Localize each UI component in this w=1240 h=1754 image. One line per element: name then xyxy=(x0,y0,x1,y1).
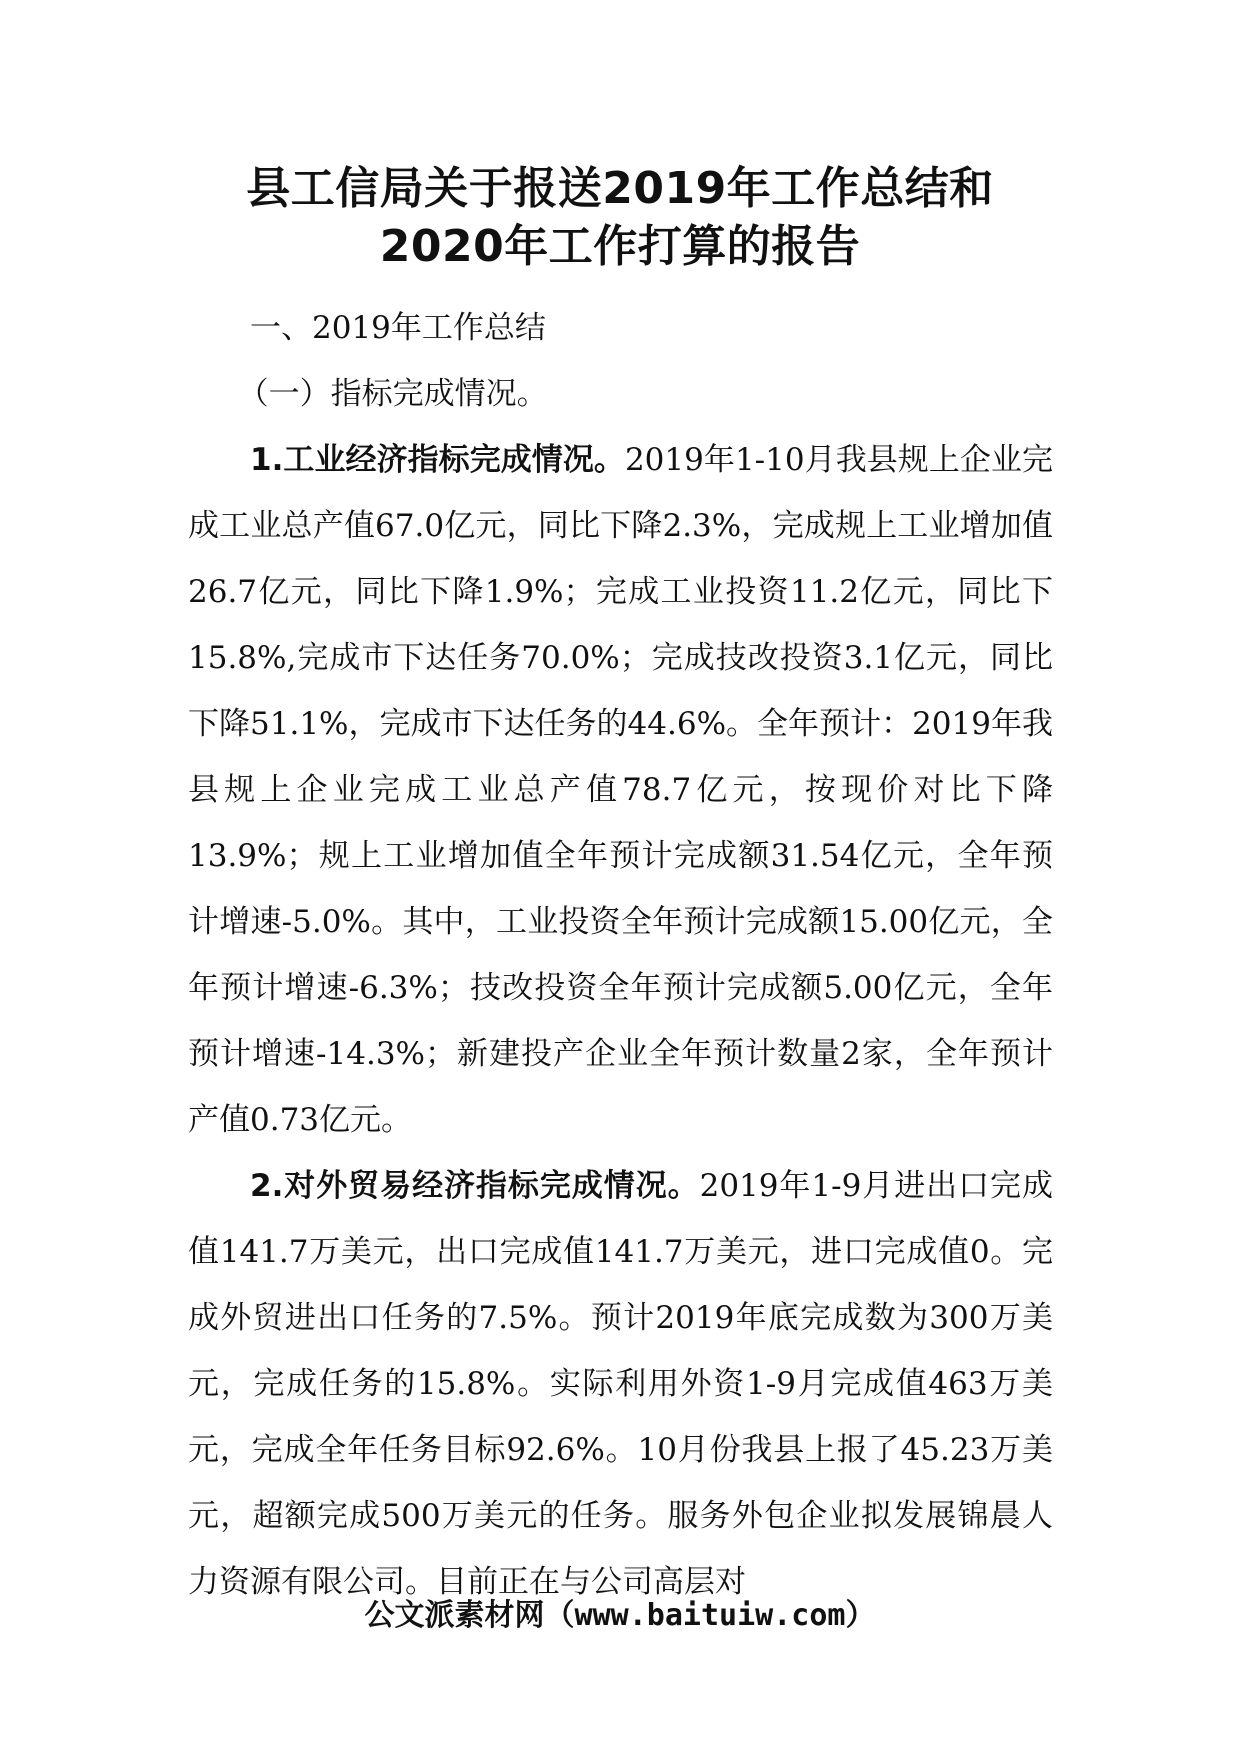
paragraph-industrial-indicators xyxy=(188,427,1053,1153)
footer-site-name: 公文派素材网 xyxy=(364,1598,545,1633)
subsection-heading: （一）指标完成情况。 xyxy=(237,376,548,412)
paragraph-foreign-trade-indicators xyxy=(188,1153,1053,1615)
section-heading: 一、2019年工作总结 xyxy=(250,310,546,346)
document-title: 县工信局关于报送2019年工作总结和2020年工作打算的报告 xyxy=(246,163,994,272)
document-body xyxy=(188,295,1053,1615)
footer-url: （www.baituiw.com） xyxy=(544,1598,876,1633)
paragraph-lead: 1.工业经济指标完成情况。 xyxy=(250,442,625,478)
page-footer xyxy=(0,1596,1240,1636)
paragraph-text: 2019年1-10月我县规上企业完成工业总产值67.0亿元，同比下降2.3%，完成规上工业增加值26.7亿元，同比下降1.9%；完成工业投资11.2亿元，同比下15.8%,完成市下达任务70.0%；完成技改投资3.1亿元，同比下降51.1%，完成市下达任务的44.6%。全年预计：2019年我县规上企业完成工业总产值78.7亿元，按现价对比下降13.9%；规上工业增加值全年预计完成额31.54亿元，全年预计增速-5.0%。其中，工业投资全年预计完成额15.00亿元，全年预计增速-6.3%；技改投资全年预计完成额5.00亿元，全年预计增速-14.3%；新建投产企业全年预计数量2家，全年预计产值0.73亿元。 xyxy=(188,442,1053,1138)
paragraph-lead: 2.对外贸易经济指标完成情况。 xyxy=(250,1168,700,1204)
paragraph-text: 2019年1-9月进出口完成值141.7万美元，出口完成值141.7万美元，进口完成值0。完成外贸进出口任务的7.5%。预计2019年底完成数为300万美元，完成任务的15.8%。实际利用外资1-9月完成值463万美元，完成全年任务目标92.6%。10月份我县上报了45.23万美元，超额完成500万美元的任务。服务外包企业拟发展锦晨人力资源有限公司。目前正在与公司高层对 xyxy=(188,1168,1053,1600)
